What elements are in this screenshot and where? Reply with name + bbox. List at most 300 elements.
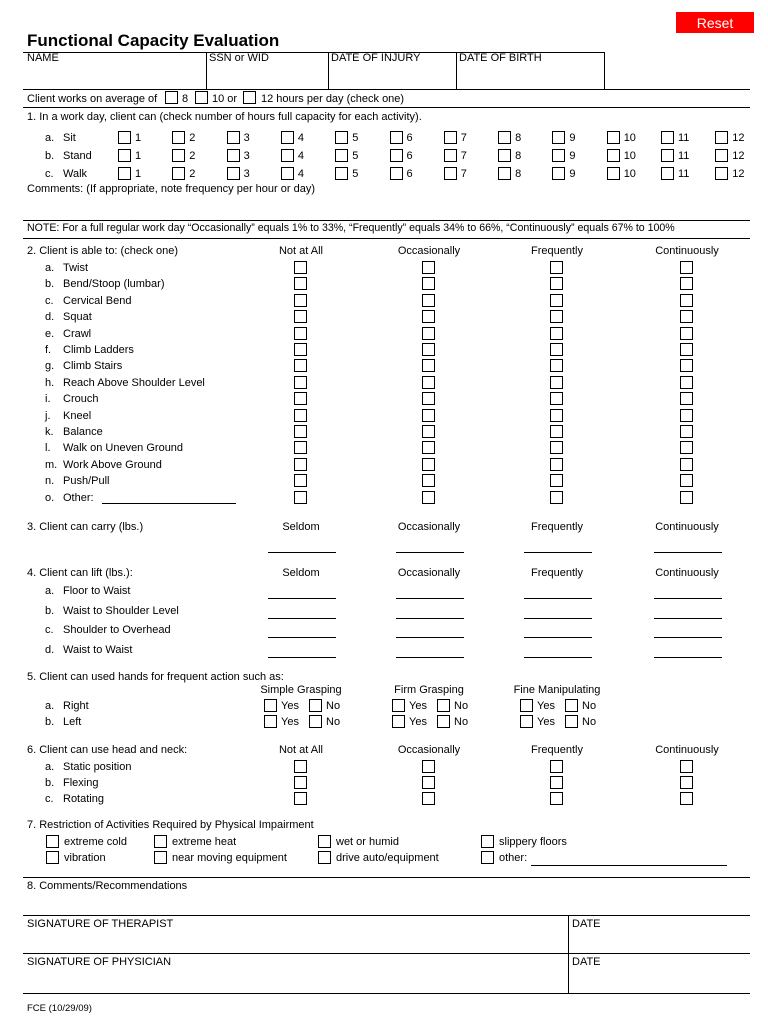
q2-item-10-col-1-checkbox[interactable] <box>422 425 435 438</box>
q2-item-5-col-0-checkbox[interactable] <box>294 343 307 356</box>
q2-item-6-col-0-checkbox[interactable] <box>294 359 307 372</box>
q2-item-9-col-0-checkbox[interactable] <box>294 409 307 422</box>
reset-button[interactable]: Reset <box>676 12 754 33</box>
therapist-signature-field[interactable]: SIGNATURE OF THERAPIST <box>27 918 174 930</box>
q5-left-group-0-yes-checkbox[interactable] <box>264 715 277 728</box>
q6-text: 6. Client can use head and neck: <box>27 744 188 756</box>
q7-restriction-label: drive auto/equipment <box>336 852 439 864</box>
q4-item-letter: d. <box>45 644 55 657</box>
q4-lift-field[interactable] <box>524 618 592 619</box>
q6-item-label: Static position <box>63 761 132 773</box>
q7-restriction-checkbox[interactable] <box>46 851 59 864</box>
q3-carry-field[interactable] <box>654 552 722 553</box>
q4-lift-field[interactable] <box>524 657 592 658</box>
q1-stand-hour-3-checkbox[interactable] <box>227 149 240 162</box>
q7-restriction-checkbox[interactable] <box>318 851 331 864</box>
q1-hour-label: 6 <box>406 132 413 144</box>
q2-item-label: Walk on Uneven Ground <box>63 442 184 455</box>
q2-item-1-col-1-checkbox[interactable] <box>422 277 435 290</box>
q4-item-label: Shoulder to Overhead <box>63 624 171 637</box>
q1-walk-hour-12-checkbox[interactable] <box>715 167 728 180</box>
q1-walk-hour-10-checkbox[interactable] <box>607 167 620 180</box>
q2-item-6-col-1-checkbox[interactable] <box>422 359 435 372</box>
form-footer: FCE (10/29/09) <box>27 1003 92 1014</box>
q3-carry-field[interactable] <box>268 552 336 553</box>
q2-item-1-col-2-checkbox[interactable] <box>550 277 563 290</box>
date-of-injury-field[interactable]: DATE OF INJURY <box>331 52 421 64</box>
q2-item-letter: e. <box>45 327 55 340</box>
q4-column-header: Occasionally <box>397 567 461 579</box>
q7-restriction-checkbox[interactable] <box>481 835 494 848</box>
q5-yes-label: Yes <box>281 716 299 728</box>
q5-right-group-2-yes-checkbox[interactable] <box>520 699 533 712</box>
q7-restriction-label: slippery floors <box>499 836 567 848</box>
q4-lift-field[interactable] <box>524 637 592 638</box>
q7-restriction-label: other: <box>499 852 528 864</box>
q2-item-6-col-3-checkbox[interactable] <box>680 359 693 372</box>
q2-item-label: Climb Stairs <box>63 360 123 373</box>
q2-item-4-col-3-checkbox[interactable] <box>680 327 693 340</box>
q1-hour-label: 11 <box>678 168 690 180</box>
q3-column-header: Occasionally <box>397 521 461 533</box>
q3-text: 3. Client can carry (lbs.) <box>27 521 144 533</box>
q2-item-10-col-2-checkbox[interactable] <box>550 425 563 438</box>
q4-column-header: Continuously <box>655 567 719 579</box>
q6-item-letter: a. <box>45 761 55 773</box>
date-of-birth-field[interactable]: DATE OF BIRTH <box>459 52 542 64</box>
q1-row-label: Stand <box>63 150 92 162</box>
q1-hour-label: 12 <box>732 150 745 162</box>
q1-hour-label: 8 <box>515 168 522 180</box>
q1-walk-hour-1-checkbox[interactable] <box>118 167 131 180</box>
physician-date-field[interactable]: DATE <box>572 956 601 968</box>
q5-column-header: Simple Grasping <box>260 684 342 696</box>
q2-other-line[interactable] <box>102 503 236 504</box>
q2-item-letter: h. <box>45 376 55 389</box>
q5-right-group-1-yes-checkbox[interactable] <box>392 699 405 712</box>
q7-restriction-checkbox[interactable] <box>481 851 494 864</box>
q1-hour-label: 10 <box>623 150 636 162</box>
q5-item-letter: b. <box>45 716 55 728</box>
q5-left-group-0-no-checkbox[interactable] <box>309 715 322 728</box>
q2-text: 2. Client is able to: (check one) <box>27 245 179 257</box>
q5-column-header: Fine Manipulating <box>513 684 601 696</box>
q1-hour-label: 1 <box>135 168 142 180</box>
q5-no-label: No <box>582 716 597 728</box>
q2-item-letter: l. <box>45 442 51 455</box>
q2-item-9-col-2-checkbox[interactable] <box>550 409 563 422</box>
q1-hour-label: 9 <box>569 132 576 144</box>
q5-no-label: No <box>326 716 341 728</box>
q2-item-14-col-2-checkbox[interactable] <box>550 491 563 504</box>
q6-item-0-col-2-checkbox[interactable] <box>550 760 563 773</box>
q6-column-header: Not at All <box>278 744 324 756</box>
hours-8-label: 8 <box>182 93 189 105</box>
q5-yes-label: Yes <box>409 716 427 728</box>
q1-sit-hour-12-checkbox[interactable] <box>715 131 728 144</box>
q1-hour-label: 2 <box>189 168 196 180</box>
q4-lift-field[interactable] <box>268 618 336 619</box>
q5-item-label: Right <box>63 700 89 712</box>
q2-item-2-col-0-checkbox[interactable] <box>294 294 307 307</box>
q5-right-group-0-yes-checkbox[interactable] <box>264 699 277 712</box>
q1-stand-hour-11-checkbox[interactable] <box>661 149 674 162</box>
q5-yes-label: Yes <box>409 700 427 712</box>
hours-10-label: 10 or <box>212 93 238 105</box>
q4-lift-field[interactable] <box>396 598 464 599</box>
q2-item-7-col-1-checkbox[interactable] <box>422 376 435 389</box>
q4-lift-field[interactable] <box>524 598 592 599</box>
q2-item-12-col-3-checkbox[interactable] <box>680 458 693 471</box>
q1-walk-hour-2-checkbox[interactable] <box>172 167 185 180</box>
q5-left-group-1-no-checkbox[interactable] <box>437 715 450 728</box>
q7-restriction-label: near moving equipment <box>172 852 287 864</box>
q2-item-letter: d. <box>45 311 55 324</box>
q2-item-11-col-0-checkbox[interactable] <box>294 441 307 454</box>
q2-item-5-col-1-checkbox[interactable] <box>422 343 435 356</box>
hours-10-checkbox[interactable] <box>195 91 208 104</box>
workday-prefix: Client works on average of <box>27 93 158 105</box>
q2-item-7-col-3-checkbox[interactable] <box>680 376 693 389</box>
q7-restriction-checkbox[interactable] <box>154 835 167 848</box>
q2-column-header: Continuously <box>655 245 719 257</box>
q2-item-3-col-2-checkbox[interactable] <box>550 310 563 323</box>
q2-item-label: Squat <box>63 311 92 324</box>
q1-hour-label: 7 <box>460 168 467 180</box>
q1-stand-hour-5-checkbox[interactable] <box>335 149 348 162</box>
q5-yes-label: Yes <box>537 716 555 728</box>
q5-text: 5. Client can used hands for frequent action such as: <box>27 671 284 683</box>
hours-12-label: 12 hours per day (check one) <box>261 93 405 105</box>
q1-sit-hour-10-checkbox[interactable] <box>607 131 620 144</box>
q6-item-0-col-3-checkbox[interactable] <box>680 760 693 773</box>
q7-restriction-checkbox[interactable] <box>318 835 331 848</box>
q6-item-0-col-1-checkbox[interactable] <box>422 760 435 773</box>
q4-item-letter: a. <box>45 585 55 597</box>
q2-item-9-col-1-checkbox[interactable] <box>422 409 435 422</box>
q4-lift-field[interactable] <box>654 637 722 638</box>
q2-item-label: Kneel <box>63 409 92 422</box>
q6-item-2-col-0-checkbox[interactable] <box>294 792 307 805</box>
q1-row-letter: b. <box>45 150 55 162</box>
q4-lift-field[interactable] <box>654 598 722 599</box>
name-field[interactable]: NAME <box>27 52 59 64</box>
q4-lift-field[interactable] <box>268 657 336 658</box>
q4-text: 4. Client can lift (lbs.): <box>27 567 133 579</box>
q5-column-header: Firm Grasping <box>394 684 464 696</box>
q1-hour-label: 8 <box>515 132 522 144</box>
q2-item-13-col-1-checkbox[interactable] <box>422 474 435 487</box>
q2-item-letter: k. <box>45 426 54 438</box>
q7-restriction-label: vibration <box>64 852 106 864</box>
q5-item-letter: a. <box>45 700 55 712</box>
q4-item-label: Waist to Waist <box>63 644 133 657</box>
q2-item-letter: b. <box>45 278 55 291</box>
therapist-date-field[interactable]: DATE <box>572 918 601 930</box>
q1-walk-hour-7-checkbox[interactable] <box>444 167 457 180</box>
q5-no-label: No <box>454 716 469 728</box>
q6-item-letter: c. <box>45 793 54 805</box>
q2-item-letter: j. <box>45 409 51 422</box>
q2-item-12-col-1-checkbox[interactable] <box>422 458 435 471</box>
q2-item-12-col-0-checkbox[interactable] <box>294 458 307 471</box>
q4-lift-field[interactable] <box>396 618 464 619</box>
q6-item-1-col-1-checkbox[interactable] <box>422 776 435 789</box>
q5-left-group-2-yes-checkbox[interactable] <box>520 715 533 728</box>
q2-item-letter: a. <box>45 262 55 274</box>
q3-column-header: Seldom <box>282 521 320 533</box>
q1-stand-hour-7-checkbox[interactable] <box>444 149 457 162</box>
q1-walk-hour-11-checkbox[interactable] <box>661 167 674 180</box>
q6-item-1-col-0-checkbox[interactable] <box>294 776 307 789</box>
q1-sit-hour-4-checkbox[interactable] <box>281 131 294 144</box>
q1-hour-label: 9 <box>569 168 576 180</box>
q3-carry-field[interactable] <box>524 552 592 553</box>
q1-hour-label: 12 <box>732 132 745 144</box>
q4-item-label: Floor to Waist <box>63 585 131 597</box>
q2-item-4-col-2-checkbox[interactable] <box>550 327 563 340</box>
q2-item-8-col-3-checkbox[interactable] <box>680 392 693 405</box>
q5-yes-label: Yes <box>537 700 555 712</box>
q6-item-1-col-3-checkbox[interactable] <box>680 776 693 789</box>
q1-sit-hour-2-checkbox[interactable] <box>172 131 185 144</box>
q3-column-header: Frequently <box>531 521 583 533</box>
q2-item-5-col-3-checkbox[interactable] <box>680 343 693 356</box>
q1-stand-hour-12-checkbox[interactable] <box>715 149 728 162</box>
q1-hour-label: 11 <box>678 150 690 162</box>
q2-item-label: Climb Ladders <box>63 344 134 356</box>
q6-item-letter: b. <box>45 777 55 789</box>
q1-stand-hour-8-checkbox[interactable] <box>498 149 511 162</box>
q1-hour-label: 1 <box>135 150 142 162</box>
q2-item-8-col-0-checkbox[interactable] <box>294 392 307 405</box>
q3-column-header: Continuously <box>655 521 719 533</box>
q6-item-2-col-1-checkbox[interactable] <box>422 792 435 805</box>
q1-hour-label: 4 <box>297 132 305 144</box>
q2-item-10-col-0-checkbox[interactable] <box>294 425 307 438</box>
q6-column-header: Frequently <box>531 744 583 756</box>
q4-lift-field[interactable] <box>268 637 336 638</box>
q1-stand-hour-9-checkbox[interactable] <box>552 149 565 162</box>
physician-signature-field[interactable]: SIGNATURE OF PHYSICIAN <box>27 956 172 968</box>
q2-item-11-col-2-checkbox[interactable] <box>550 441 563 454</box>
q1-hour-label: 8 <box>515 150 522 162</box>
q5-no-label: No <box>454 700 469 712</box>
q4-lift-field[interactable] <box>654 618 722 619</box>
q1-hour-label: 9 <box>569 150 576 162</box>
q2-column-header: Occasionally <box>397 245 461 257</box>
q2-column-header: Not at All <box>278 245 324 257</box>
q1-sit-hour-6-checkbox[interactable] <box>390 131 403 144</box>
q4-lift-field[interactable] <box>396 657 464 658</box>
q1-row-letter: c. <box>45 168 54 180</box>
q5-right-group-2-no-checkbox[interactable] <box>565 699 578 712</box>
q6-item-label: Rotating <box>63 793 104 805</box>
q1-hour-label: 3 <box>243 150 250 162</box>
q2-item-3-col-1-checkbox[interactable] <box>422 310 435 323</box>
q2-item-12-col-2-checkbox[interactable] <box>550 458 563 471</box>
q4-item-label: Waist to Shoulder Level <box>63 604 179 617</box>
q4-lift-field[interactable] <box>268 598 336 599</box>
q2-item-letter: o. <box>45 491 55 504</box>
q5-right-group-0-no-checkbox[interactable] <box>309 699 322 712</box>
q1-walk-hour-3-checkbox[interactable] <box>227 167 240 180</box>
q5-no-label: No <box>326 700 341 712</box>
q4-column-header: Seldom <box>282 567 320 579</box>
q2-item-2-col-3-checkbox[interactable] <box>680 294 693 307</box>
q2-item-3-col-0-checkbox[interactable] <box>294 310 307 323</box>
q2-item-label: Reach Above Shoulder Level <box>63 376 205 389</box>
q1-text: 1. In a work day, client can (check number of hours full capacity for each activity). <box>27 111 422 123</box>
q1-hour-label: 3 <box>243 132 250 144</box>
q1-walk-hour-6-checkbox[interactable] <box>390 167 403 180</box>
q2-item-letter: i. <box>45 393 51 406</box>
q6-item-2-col-2-checkbox[interactable] <box>550 792 563 805</box>
q2-item-0-col-3-checkbox[interactable] <box>680 261 693 274</box>
q1-sit-hour-8-checkbox[interactable] <box>498 131 511 144</box>
note-text: NOTE: For a full regular work day “Occasionally” equals 1% to 33%, “Frequently” equals 34% to 66%, “Continuously” equals 67% to 100% <box>27 222 675 234</box>
q2-item-4-col-0-checkbox[interactable] <box>294 327 307 340</box>
q1-sit-hour-11-checkbox[interactable] <box>661 131 674 144</box>
q8-text: 8. Comments/Recommendations <box>27 880 188 892</box>
q2-item-6-col-2-checkbox[interactable] <box>550 359 563 372</box>
q5-item-label: Left <box>63 716 82 728</box>
q2-item-10-col-3-checkbox[interactable] <box>680 425 693 438</box>
q2-item-14-col-1-checkbox[interactable] <box>422 491 435 504</box>
q5-left-group-1-yes-checkbox[interactable] <box>392 715 405 728</box>
q2-item-14-col-0-checkbox[interactable] <box>294 491 307 504</box>
q3-carry-field[interactable] <box>396 552 464 553</box>
q2-item-label: Bend/Stoop (lumbar) <box>63 278 165 291</box>
q1-walk-hour-4-checkbox[interactable] <box>281 167 294 180</box>
q2-item-0-col-0-checkbox[interactable] <box>294 261 307 274</box>
q1-hour-label: 1 <box>135 132 142 144</box>
q4-item-letter: c. <box>45 624 54 637</box>
q6-item-2-col-3-checkbox[interactable] <box>680 792 693 805</box>
q2-item-label: Work Above Ground <box>63 458 162 471</box>
q1-walk-hour-8-checkbox[interactable] <box>498 167 511 180</box>
q1-stand-hour-6-checkbox[interactable] <box>390 149 403 162</box>
hours-12-checkbox[interactable] <box>243 91 256 104</box>
q1-walk-hour-9-checkbox[interactable] <box>552 167 565 180</box>
q2-item-label: Push/Pull <box>63 475 110 488</box>
q2-item-letter: c. <box>45 294 54 307</box>
q1-hour-label: 7 <box>460 150 467 162</box>
q2-item-9-col-3-checkbox[interactable] <box>680 409 693 422</box>
q2-item-letter: f. <box>45 344 52 356</box>
q1-sit-hour-7-checkbox[interactable] <box>444 131 457 144</box>
q2-item-0-col-1-checkbox[interactable] <box>422 261 435 274</box>
q2-item-8-col-1-checkbox[interactable] <box>422 392 435 405</box>
q1-sit-hour-5-checkbox[interactable] <box>335 131 348 144</box>
q2-item-2-col-2-checkbox[interactable] <box>550 294 563 307</box>
q2-item-label: Balance <box>63 426 103 438</box>
q1-hour-label: 10 <box>623 168 636 180</box>
q2-item-label: Cervical Bend <box>63 294 132 307</box>
q1-walk-hour-5-checkbox[interactable] <box>335 167 348 180</box>
q2-item-11-col-1-checkbox[interactable] <box>422 441 435 454</box>
q1-stand-hour-2-checkbox[interactable] <box>172 149 185 162</box>
page-title: Functional Capacity Evaluation <box>27 31 280 50</box>
q1-hour-label: 5 <box>352 132 359 144</box>
q1-stand-hour-1-checkbox[interactable] <box>118 149 131 162</box>
q6-column-header: Occasionally <box>397 744 461 756</box>
q4-lift-field[interactable] <box>396 637 464 638</box>
q2-item-4-col-1-checkbox[interactable] <box>422 327 435 340</box>
q2-item-14-col-3-checkbox[interactable] <box>680 491 693 504</box>
q1-hour-label: 7 <box>460 132 467 144</box>
q2-item-7-col-0-checkbox[interactable] <box>294 376 307 389</box>
q6-column-header: Continuously <box>655 744 719 756</box>
q5-right-group-1-no-checkbox[interactable] <box>437 699 450 712</box>
q2-item-label: Crouch <box>63 393 99 406</box>
q1-stand-hour-10-checkbox[interactable] <box>607 149 620 162</box>
q7-other-line[interactable] <box>531 865 727 866</box>
hours-8-checkbox[interactable] <box>165 91 178 104</box>
q1-hour-label: 4 <box>297 168 305 180</box>
q1-row-label: Walk <box>63 168 88 180</box>
ssn-field[interactable]: SSN or WID <box>209 52 269 64</box>
q7-restriction-label: extreme heat <box>172 836 237 848</box>
q7-restriction-label: extreme cold <box>64 836 127 848</box>
q2-item-label: Other: <box>63 491 94 504</box>
q4-lift-field[interactable] <box>654 657 722 658</box>
q7-restriction-label: wet or humid <box>336 836 399 848</box>
q1-sit-hour-3-checkbox[interactable] <box>227 131 240 144</box>
q1-hour-label: 11 <box>678 132 690 144</box>
q6-item-0-col-0-checkbox[interactable] <box>294 760 307 773</box>
q2-item-2-col-1-checkbox[interactable] <box>422 294 435 307</box>
q1-hour-label: 4 <box>297 150 305 162</box>
q1-row-letter: a. <box>45 132 55 144</box>
q2-item-7-col-2-checkbox[interactable] <box>550 376 563 389</box>
q1-hour-label: 6 <box>406 168 413 180</box>
q7-text: 7. Restriction of Activities Required by Physical Impairment <box>27 819 314 831</box>
q7-restriction-checkbox[interactable] <box>46 835 59 848</box>
q2-item-letter: m. <box>45 458 58 471</box>
q2-item-1-col-3-checkbox[interactable] <box>680 277 693 290</box>
q2-item-3-col-3-checkbox[interactable] <box>680 310 693 323</box>
q2-item-5-col-2-checkbox[interactable] <box>550 343 563 356</box>
q1-comments: Comments: (If appropriate, note frequency per hour or day) <box>27 183 315 195</box>
q2-item-label: Twist <box>63 262 89 274</box>
q1-hour-label: 2 <box>189 150 196 162</box>
q2-item-8-col-2-checkbox[interactable] <box>550 392 563 405</box>
q2-item-letter: n. <box>45 475 55 488</box>
q2-item-11-col-3-checkbox[interactable] <box>680 441 693 454</box>
q2-item-label: Crawl <box>63 327 92 340</box>
q4-item-letter: b. <box>45 604 55 617</box>
q1-hour-label: 6 <box>406 150 413 162</box>
q2-column-header: Frequently <box>531 245 583 257</box>
q2-item-13-col-0-checkbox[interactable] <box>294 474 307 487</box>
q2-item-1-col-0-checkbox[interactable] <box>294 277 307 290</box>
q1-sit-hour-1-checkbox[interactable] <box>118 131 131 144</box>
q6-item-label: Flexing <box>63 777 99 789</box>
q5-left-group-2-no-checkbox[interactable] <box>565 715 578 728</box>
q2-item-13-col-3-checkbox[interactable] <box>680 474 693 487</box>
q1-sit-hour-9-checkbox[interactable] <box>552 131 565 144</box>
q1-hour-label: 2 <box>189 132 196 144</box>
q2-item-0-col-2-checkbox[interactable] <box>550 261 563 274</box>
q1-stand-hour-4-checkbox[interactable] <box>281 149 294 162</box>
q1-hour-label: 10 <box>623 132 636 144</box>
q7-restriction-checkbox[interactable] <box>154 851 167 864</box>
q4-column-header: Frequently <box>531 567 583 579</box>
q1-row-label: Sit <box>63 132 76 144</box>
q6-item-1-col-2-checkbox[interactable] <box>550 776 563 789</box>
q2-item-13-col-2-checkbox[interactable] <box>550 474 563 487</box>
